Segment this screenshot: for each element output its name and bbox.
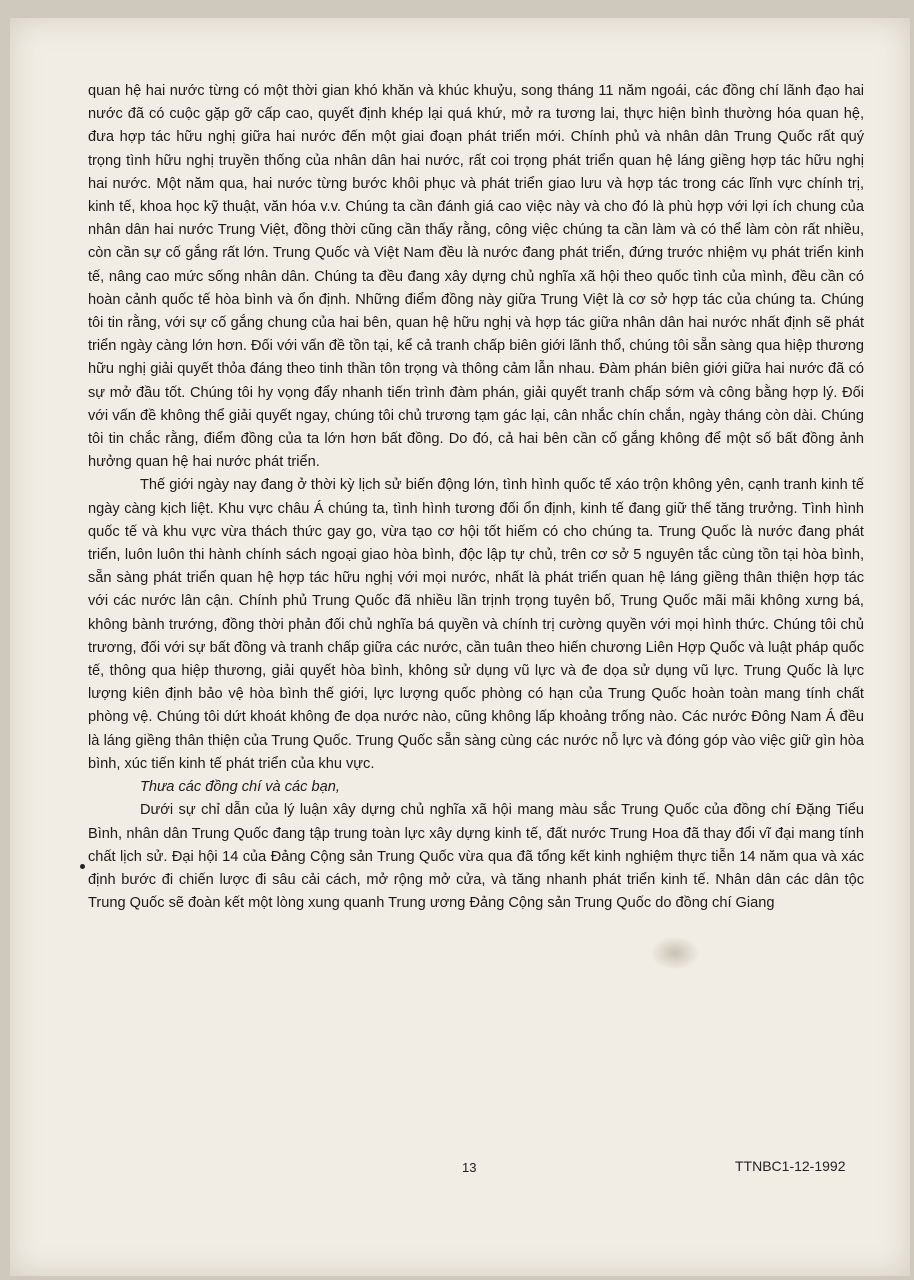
reference-code: TTNBC1-12-1992 xyxy=(735,1158,846,1174)
ink-mark xyxy=(80,864,85,869)
page-number: 13 xyxy=(462,1160,477,1175)
salutation: Thưa các đồng chí và các bạn, xyxy=(140,779,340,796)
body-text xyxy=(88,80,864,915)
document-page xyxy=(10,18,910,1276)
paragraph-continuation: quan hệ hai nước từng có một thời gian khó khăn và khúc khuỷu, song tháng 11 năm ngoái, các đồng chí lãnh đạo hai nước đã có cuộc gặp gỡ cấp cao, quyết định khép lại quá khứ, mở ra tương lai, thực hiện bình thường hóa quan hệ, đưa hợp tác hữu nghị giữa hai nước đến một giai đoạn phát triển mới. Chính phủ và nhân dân Trung Quốc rất quý trọng tình hữu nghị truyền thống của nhân dân hai nước, rất coi trọng phát triển quan hệ láng giềng hợp tác hữu nghị hai nước. Một năm qua, hai nước từng bước khôi phục và phát triển giao lưu và hợp tác trong các lĩnh vực chính trị, kinh tế, khoa học kỹ thuật, văn hóa v.v. Chúng ta cần đánh giá cao việc này và cho đó là phù hợp với lợi ích chung của nhân dân hai nước Trung Việt, đồng thời cũng cần thấy rằng, công việc chúng ta cần làm và có thể làm còn rất nhiều, còn cần sự cố gắng rất lớn. Trung Quốc và Việt Nam đều là nước đang phát triển, đứng trước nhiệm vụ phát triển kinh tế, nâng cao mức sống nhân dân. Chúng ta đều đang xây dựng chủ nghĩa xã hội theo quốc tình của mình, đều cần có hoàn cảnh quốc tế hòa bình và ổn định. Những điểm đồng này giữa Trung Việt là cơ sở hợp tác của chúng ta. Chúng tôi tin rằng, với sự cố gắng chung của hai bên, quan hệ hữu nghị và hợp tác giữa nhân dân hai nước nhất định sẽ phát triển ngày càng lớn hơn. Đối với vấn đề tồn tại, kể cả tranh chấp biên giới lãnh thổ, chúng tôi sẵn sàng qua hiệp thương hữu nghị giải quyết thỏa đáng theo tinh thần tôn trọng và thông cảm lẫn nhau. Đàm phán biên giới giữa hai nước đã có sự mở đầu tốt. Chúng tôi hy vọng đẩy nhanh tiến trình đàm phán, giải quyết tranh chấp sớm và công bằng hợp lý. Đối với vấn đề không thể giải quyết ngay, chúng tôi chủ trương tạm gác lại, cân nhắc chín chắn, ngày tháng còn dài. Chúng tôi tin chắc rằng, điểm đồng của ta lớn hơn bất đồng. Do đó, cả hai bên cần cố gắng không để một số bất đồng ảnh hưởng quan hệ hai nước phát triển. xyxy=(88,83,864,471)
paragraph-socialism: Dưới sự chỉ dẫn của lý luận xây dựng chủ nghĩa xã hội mang màu sắc Trung Quốc của đồng chí Đặng Tiểu Bình, nhân dân Trung Quốc đang tập trung toàn lực xây dựng kinh tế, đất nước Trung Hoa đã thay đổi vĩ đại mang tính chất lịch sử. Đại hội 14 của Đảng Cộng sản Trung Quốc vừa qua đã tổng kết kinh nghiệm thực tiễn 14 năm qua và xác định bước đi chiến lược đi sâu cải cách, mở rộng mở cửa, và tăng nhanh phát triển kinh tế. Nhân dân các dân tộc Trung Quốc sẽ đoàn kết một lòng xung quanh Trung ương Đảng Cộng sản Trung Quốc do đồng chí Giang xyxy=(88,802,864,912)
paper-stain xyxy=(650,936,700,970)
paragraph-world-situation: Thế giới ngày nay đang ở thời kỳ lịch sử biến động lớn, tình hình quốc tế xáo trộn không yên, cạnh tranh kinh tế ngày càng kịch liệt. Khu vực châu Á chúng ta, tình hình tương đối ổn định, kinh tế đang giữ thế tăng trưởng. Tình hình quốc tế và khu vực vừa thách thức gay go, vừa tạo cơ hội tốt hiếm có cho chúng ta. Trung Quốc là nước đang phát triển, luôn luôn thi hành chính sách ngoại giao hòa bình, độc lập tự chủ, trên cơ sở 5 nguyên tắc cùng tồn tại hòa bình, sẵn sàng phát triển quan hệ hợp tác hữu nghị với mọi nước, nhất là phát triển quan hệ láng giềng thân thiện hợp tác với các nước lân cận. Chính phủ Trung Quốc đã nhiều lần trịnh trọng tuyên bố, Trung Quốc mãi mãi không xưng bá, không bành trướng, đồng thời phản đối chủ nghĩa bá quyền và chính trị cường quyền với mọi hình thức. Chúng tôi chủ trương, đối với sự bất đồng và tranh chấp giữa các nước, cần tuân theo hiến chương Liên Hợp Quốc và luật pháp quốc tế, thông qua hiệp thương, giải quyết hòa bình, không sử dụng vũ lực và đe dọa sử dụng vũ lực. Trung Quốc là lực lượng kiên định bảo vệ hòa bình thế giới, lực lượng quốc phòng có hạn của Trung Quốc hoàn toàn mang tính chất phòng vệ. Chúng tôi dứt khoát không đe dọa nước nào, cũng không lấp khoảng trống nào. Các nước Đông Nam Á đều là láng giềng thân thiện của Trung Quốc. Trung Quốc sẵn sàng cùng các nước nỗ lực và đóng góp vào việc giữ gìn hòa bình, xúc tiến kinh tế phát triển của khu vực. xyxy=(88,477,864,772)
